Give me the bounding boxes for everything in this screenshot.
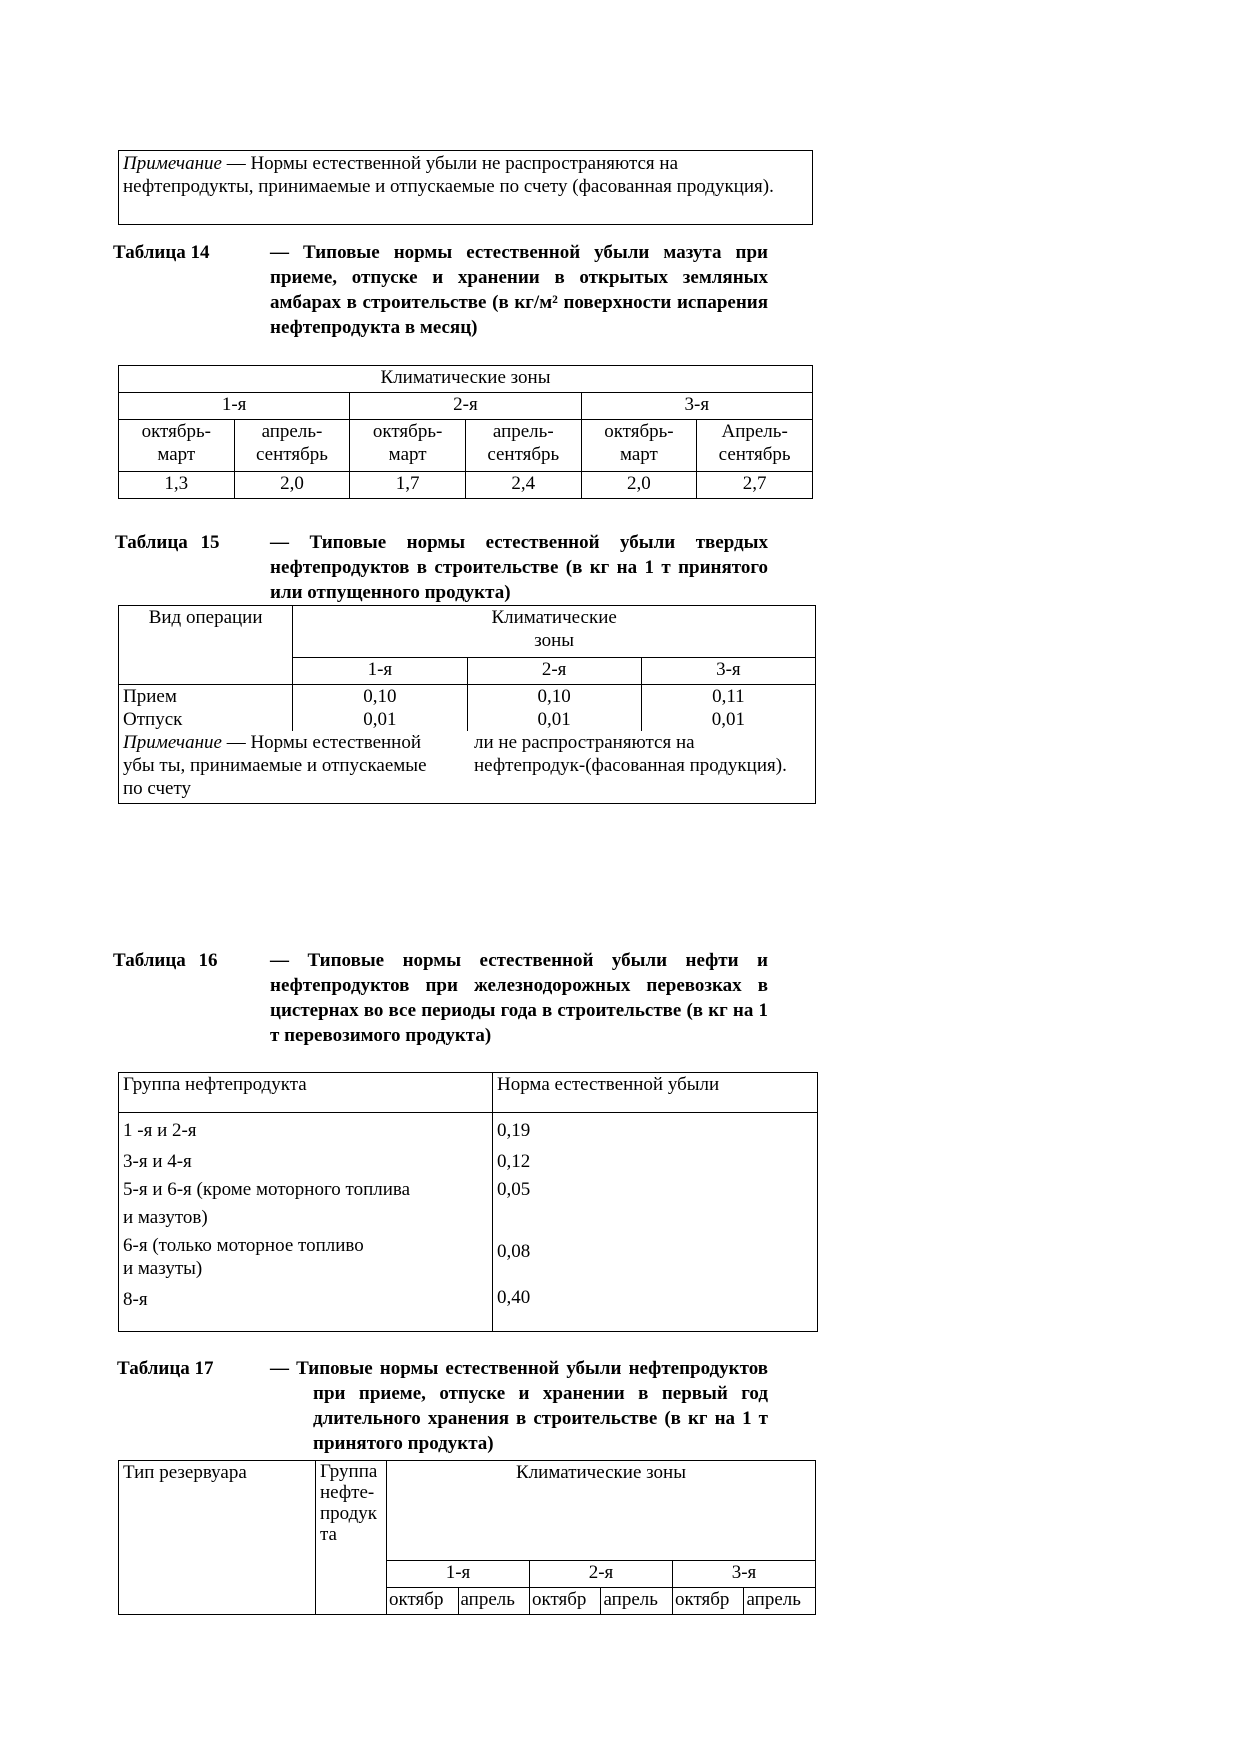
table15-value: 0,11 [641,685,815,709]
table14-period: апрель- сентябрь [465,420,581,472]
table17-period: октябр [387,1588,459,1615]
table15-number: Таблица 15 [115,532,220,553]
table14-zone: 3-я [581,393,812,420]
table16-value: 0,40 [493,1284,818,1332]
table17-period: апрель [601,1588,672,1615]
table15-op-header: Вид операции [119,606,293,685]
table14-zone: 2-я [350,393,581,420]
table16-value: 0,12 [493,1146,818,1176]
table14-header: Климатические зоны [119,366,813,393]
table14-period: октябрь- март [581,420,697,472]
table14-period: октябрь- март [350,420,466,472]
table16-group: 8-я [119,1284,493,1332]
table15-value: 0,01 [467,708,641,731]
table15-zone: 2-я [467,658,641,685]
table14-value: 2,0 [581,472,697,499]
table16-group: 5-я и 6-я (кроме моторного топлива и мазутов) [119,1176,493,1232]
table16-value: 0,19 [493,1113,818,1146]
table15-title: — Типовые нормы естественной убыли твердых нефтепродуктов в строительстве (в кг на 1 т принятого или отпущенного продукта) [270,532,768,603]
table15-zone: 1-я [293,658,467,685]
table15-zone-header: Климатические зоны [293,606,816,658]
table14-value: 1,3 [119,472,235,499]
table14 [118,365,813,499]
table15-value: 0,10 [467,685,641,709]
table15 [118,605,816,804]
note-box-top [118,150,813,225]
table14-value: 1,7 [350,472,466,499]
table15-note: Примечание — Нормы естественной убы ты, принимаемые и отпускаемые по счету ли не распространяются на нефтепродук-(фасованная продукция). [119,731,816,803]
table17-period: апрель [744,1588,816,1615]
table14-number: Таблица 14 [113,242,210,263]
table17-period: апрель [458,1588,529,1615]
table14-value: 2,7 [697,472,813,499]
table17-title: — Типовые нормы естественной убыли нефтепродуктов при приеме, отпуске и хранении в первый год длительного хранения в строительстве (в кг на 1 т принятого продукта) [270,1358,768,1454]
table17 [118,1460,816,1615]
table16-value: 0,08 [493,1232,818,1284]
table16-title: — Типовые нормы естественной убыли нефти и нефтепродуктов при железнодорожных перевозках в цистернах во все периоды года в строительстве (в кг на 1 т перевозимого продукта) [270,950,768,1046]
table14-period: апрель- сентябрь [234,420,350,472]
table15-value: 0,01 [641,708,815,731]
table17-col1-header: Тип резервуара [119,1461,316,1615]
table17-period: октябр [529,1588,601,1615]
table17-col2-header: Группа нефте- продук та [316,1461,387,1615]
table15-row-label: Прием [119,685,293,709]
table15-zone: 3-я [641,658,815,685]
table17-zone: 2-я [529,1561,672,1588]
table14-period: октябрь- март [119,420,235,472]
table15-row-label: Отпуск [119,708,293,731]
table14-value: 2,4 [465,472,581,499]
table14-title: — Типовые нормы естественной убыли мазута при приеме, отпуске и хранении в открытых земляных амбарах в строительстве (в кг/м² поверхности испарения нефтепродукта в месяц) [270,242,768,338]
table17-header: Климатические зоны [387,1461,816,1561]
note-label: Примечание [123,153,222,174]
note-text: — Нормы естественной убыли не распространяются на нефтепродукты, принимаемые и отпускаемые по счету (фасованная продукция). [123,153,774,197]
table14-value: 2,0 [234,472,350,499]
table16-group: 1 -я и 2-я [119,1113,493,1146]
table17-number: Таблица 17 [117,1358,214,1379]
table15-value: 0,01 [293,708,467,731]
table17-zone: 1-я [387,1561,530,1588]
table16-number: Таблица 16 [113,950,218,971]
table15-value: 0,10 [293,685,467,709]
table16-col2-header: Норма естественной убыли [493,1073,818,1113]
table16-group: 3-я и 4-я [119,1146,493,1176]
table17-period: октябр [672,1588,744,1615]
table14-zone: 1-я [119,393,350,420]
table14-period: Апрель- сентябрь [697,420,813,472]
table16 [118,1072,818,1332]
table16-value: 0,05 [493,1176,818,1232]
table16-group: 6-я (только моторное топливо и мазуты) [119,1232,493,1284]
table16-col1-header: Группа нефтепродукта [119,1073,493,1113]
table17-zone: 3-я [672,1561,815,1588]
